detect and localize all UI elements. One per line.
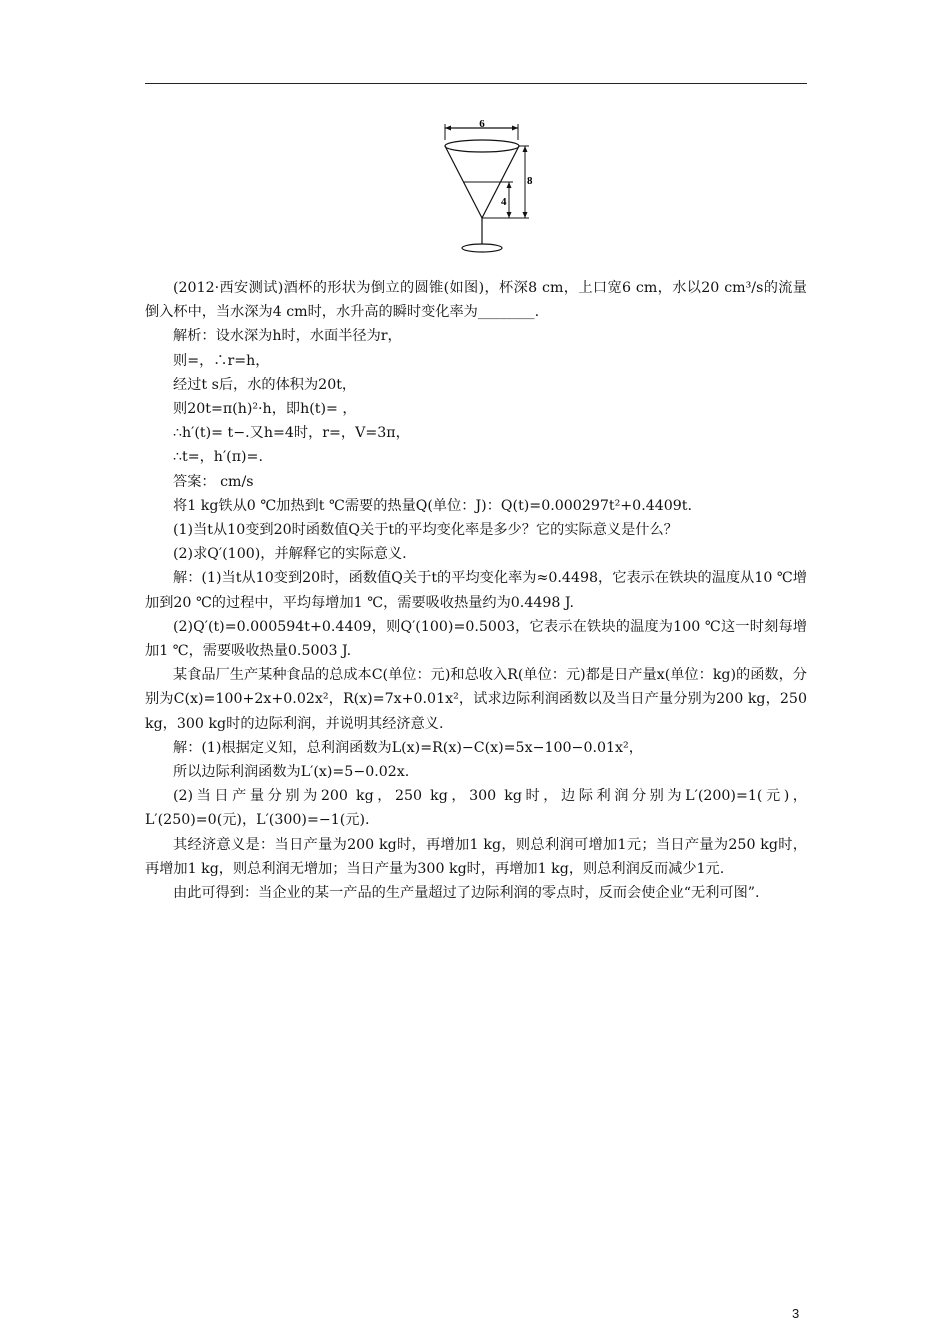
problem-2-stem: 将1 kg铁从0 ℃加热到t ℃需要的热量Q(单位：J)：Q(t)=0.000297t²+0.4409t. [173,497,693,514]
solution-line: 经过t s后，水的体积为20t， [173,376,357,393]
solution-line: 则20t=π(h)²·h，即h(t)= ， [173,401,357,418]
wine-glass-figure [425,118,545,260]
solution-paragraph: 所以边际利润函数为L′(x)=5−0.02x. [173,764,410,781]
problem-2-part-2: (2)求Q′(100)，并解释它的实际意义. [173,546,407,563]
problem-2-part-1: (1)当t从10变到20时函数值Q关于t的平均变化率是多少？它的实际意义是什么？ [173,522,678,539]
solution-paragraph: (2)当日产量分别为200 kg，250 kg，300 kg时，边际利润分别为L′(200)=1(元)，L′(250)=0(元)，L′(300)=−1(元). [145,788,807,829]
solution-line: ∴t=，h′(π)=. [173,449,263,466]
solution-line: ∴h′(t)= t−.又h=4时，r=，V=3π， [173,425,410,442]
solution-line: 则=，∴r=h， [173,352,270,369]
depth-label: 8 [527,175,533,187]
solution-line: 解析：设水深为h时，水面半径为r， [173,328,402,345]
header-rule [145,83,807,84]
page-number: 3 [792,1306,800,1321]
solution-paragraph: 解：(1)当t从10变到20时，函数值Q关于t的平均变化率为≈0.4498，它表示在铁块的温度从10 ℃增加到20 ℃的过程中，平均每增加1 ℃，需要吸收热量约为0.4498 J. [145,570,807,611]
economic-meaning-paragraph: 其经济意义是：当日产量为200 kg时，再增加1 kg，则总利润可增加1元；当日产量为250 kg时，再增加1 kg，则总利润无增加；当日产量为300 kg时，再增加1 kg，则总利润反而减少1元. [145,836,807,877]
solution-paragraph: 解：(1)根据定义知，总利润函数为L(x)=R(x)−C(x)=5x−100−0.01x²， [173,739,643,756]
page-content [145,276,807,905]
problem-1-stem: (2012·西安测试)酒杯的形状为倒立的圆锥(如图)，杯深8 cm，上口宽6 cm，水以20 cm³/s的流量倒入杯中，当水深为4 cm时，水升高的瞬时变化率为________. [145,280,807,321]
water-label: 4 [501,196,507,208]
solution-paragraph: (2)Q′(t)=0.000594t+0.4409，则Q′(100)=0.5003，它表示在铁块的温度为100 ℃这一时刻每增加1 ℃，需要吸收热量0.5003 J. [145,618,807,660]
problem-3-stem: 某食品厂生产某种食品的总成本C(单位：元)和总收入R(单位：元)都是日产量x(单位：kg)的函数，分别为C(x)=100+2x+0.02x²，R(x)=7x+0.01x²，试求边际利润函数以及当日产量分别为200 kg，250 kg，300 kg时的边际利润，并说明其经济意义. [145,667,807,732]
width-label: 6 [479,118,485,130]
conclusion-paragraph: 由此可得到：当企业的某一产品的生产量超过了边际利润的零点时，反而会使企业“无利可图”. [173,885,760,902]
answer-line: 答案： cm/s [173,473,254,490]
